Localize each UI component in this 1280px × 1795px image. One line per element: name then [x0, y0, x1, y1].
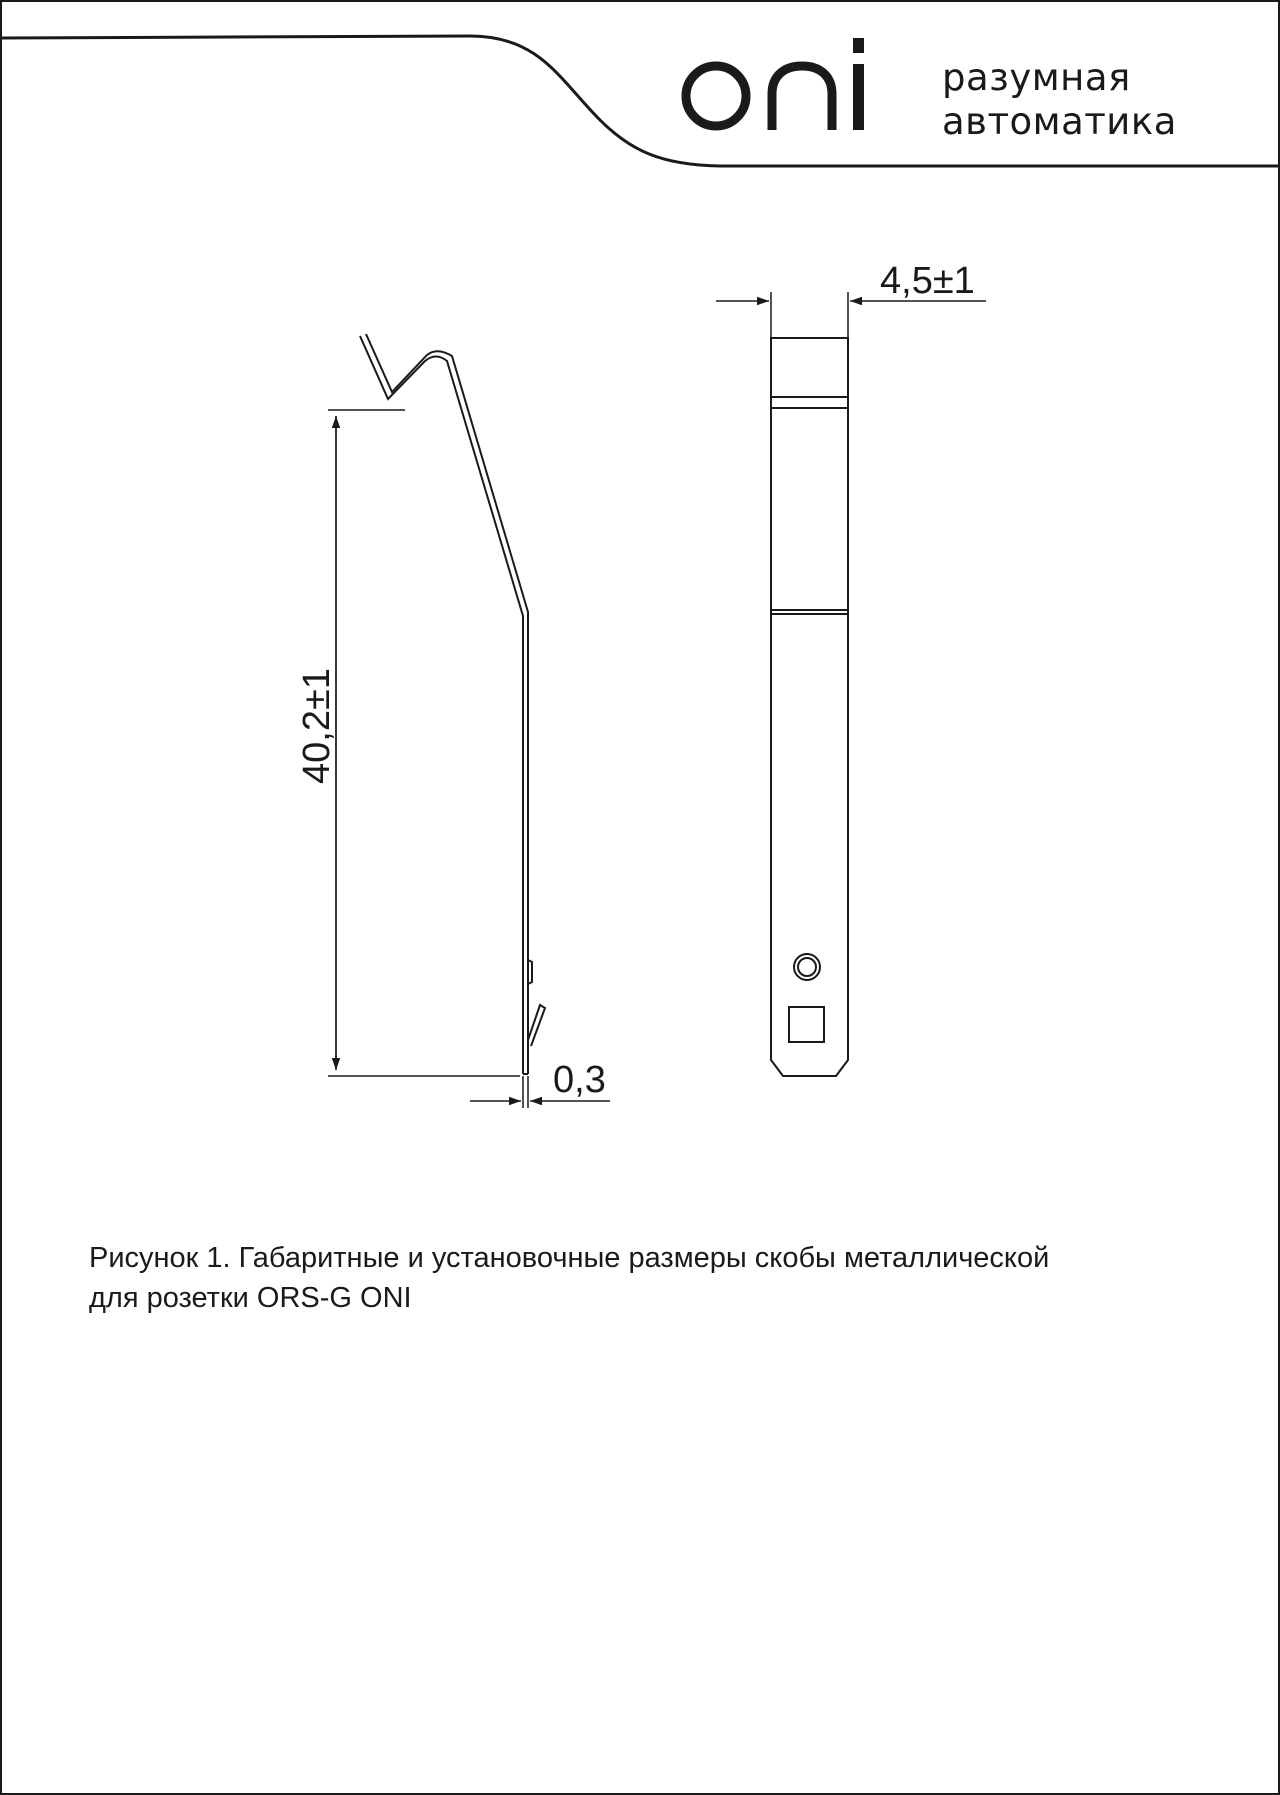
bracket-side-view	[360, 334, 545, 1074]
dim-thickness-label: 0,3	[553, 1059, 606, 1101]
dim-height-label: 40,2±1	[296, 668, 338, 784]
bracket-front-view	[771, 338, 848, 1076]
tagline-line-1: разумная	[942, 56, 1131, 99]
figure-caption	[89, 1238, 1199, 1318]
caption-line-1: Рисунок 1. Габаритные и установочные размеры скобы металлической	[89, 1242, 1050, 1274]
caption-line-2: для розетки ORS-G ONI	[89, 1282, 412, 1314]
dim-width-label: 4,5±1	[880, 260, 975, 302]
tagline-line-2: автоматика	[942, 100, 1177, 143]
